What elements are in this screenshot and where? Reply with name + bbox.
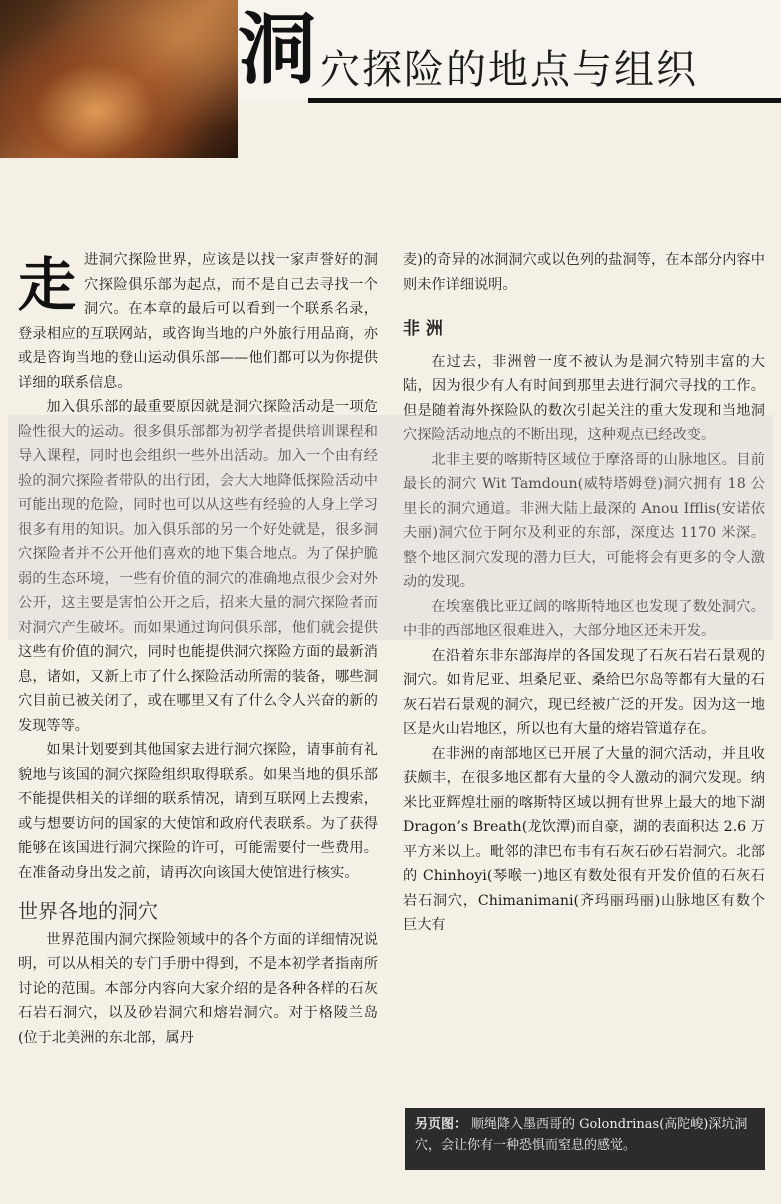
title-underline (308, 98, 781, 103)
paragraph-continued: 麦)的奇异的冰洞洞穴或以色列的盐洞等，在本部分内容中则未作详细说明。 (403, 252, 765, 293)
heading-africa: 非 洲 (403, 319, 443, 339)
paragraph-east-africa: 在沿着东非东部海岸的各国发现了石灰石岩石景观的洞穴。如肯尼亚、坦桑尼亚、桑给巴尔岛等都有大量的石灰石岩石景观的洞穴，现已经被广泛的开发。因为这一地区是火山岩地区，所以也有大量的熔岩管道存在。 (403, 647, 765, 737)
right-column (403, 248, 765, 938)
chapter-title: 穴探险的地点与组织 (320, 47, 698, 93)
paragraph-foreign-caving: 如果计划要到其他国家去进行洞穴探险，请事前有礼貌地与该国的洞穴探险组织取得联系。如果当地的俱乐部不能提供相关的详细的联系情况，请到互联网上去搜索，或与想要访问的国家的大使馆和政府代表联系。为了获得能够在该国进行洞穴探险的许可，可能需要付一些费用。在准备动身出发之前，请再次向该国大使馆进行核实。 (18, 742, 378, 881)
caption-label: 另页图： (415, 1117, 468, 1132)
caption-text: 顺绳降入墨西哥的 Golondrinas(高陀峻)深坑洞穴，会让你有一种恐惧而窒息的感觉。 (415, 1117, 748, 1153)
paragraph-club-reasons: 加入俱乐部的最重要原因就是洞穴探险活动是一项危险性很大的运动。很多俱乐部都为初学者提供培训课程和导入课程，同时也会组织一些外出活动。加入一个由有经验的洞穴探险者带队的出行团，会大大地降低探险活动中可能出现的危险，同时也可以从这些有经验的人身上学习很多有用的知识。加入俱乐部的另一个好处就是，很多洞穴探险者并不公开他们喜欢的地下集合地点。为了保护脆弱的生态环境，一些有价值的洞穴的准确地点很少会对外公开，这主要是害怕公开之后，招来大量的洞穴探险者而对洞穴产生破坏。而如果通过询问俱乐部，他们就会提供这些有价值的洞穴，同时也能提供洞穴探险方面的最新消息，诸如，又新上市了什么探险活动所需的装备，哪些洞穴目前已被关闭了，或在哪里又有了什么令人兴奋的新的发现等等。 (18, 399, 378, 734)
left-column (18, 248, 378, 1050)
dropcap: 走 (18, 251, 77, 319)
photo-caption (405, 1108, 765, 1170)
paragraph-north-africa: 北非主要的喀斯特区域位于摩洛哥的山脉地区。目前最长的洞穴 Wit Tamdoun(威特塔姆登)洞穴拥有 18 公里长的洞穴通道。非洲大陆上最深的 Anou Ifflis(安诺依夫丽)洞穴位于阿尔及利亚的东部，深度达 1170 米深。整个地区洞穴发现的潜力巨大，可能将会有更多的令人激动的发现。 (403, 451, 765, 590)
paragraph-world-caves: 世界范围内洞穴探险领域中的各个方面的详细情况说明，可以从相关的专门手册中得到，不是本初学者指南所讨论的范围。本部分内容向大家介绍的是各种各样的石灰石岩石洞穴，以及砂岩洞穴和熔岩洞穴。对于格陵兰岛(位于北美洲的东北部，属丹 (18, 931, 378, 1046)
intro-text: 进洞穴探险世界，应该是以找一家声誉好的洞穴探险俱乐部为起点，而不是自己去寻找一个洞穴。在本章的最后可以看到一个联系名录，登录相应的互联网站，或咨询当地的户外旅行用品商，亦或是咨询当地的登山运动俱乐部——他们都可以为你提供详细的联系信息。 (18, 252, 378, 391)
heading-world-caves: 世界各地的洞穴 (18, 899, 158, 923)
chapter-title-initial: 洞 (238, 5, 317, 95)
paragraph-africa-intro: 在过去，非洲曾一度不被认为是洞穴特别丰富的大陆，因为很少有人有时间到那里去进行洞穴寻找的工作。但是随着海外探险队的数次引起关注的重大发现和当地洞穴探险活动地点的不断出现，这种观点已经改变。 (403, 353, 765, 443)
paragraph-south-africa: 在非洲的南部地区已开展了大量的洞穴活动，并且收获颇丰，在很多地区都有大量的令人激动的洞穴发现。纳米比亚辉煌壮丽的喀斯特区域以拥有世界上最大的地下湖 Dragon’s Breath(龙饮潭)而自豪，湖的表面积达 2.6 万平方米以上。毗邻的津巴布韦有石灰石砂石岩洞穴。北部的 Chinhoyi(琴喉一)地区有数处很有开发价值的石灰石岩石洞穴，Chimanimani(齐玛丽玛丽)山脉地区有数个巨大有 (403, 745, 765, 933)
cave-photo (0, 0, 238, 158)
paragraph-ethiopia: 在埃塞俄比亚辽阔的喀斯特地区也发现了数处洞穴。中非的西部地区很难进入，大部分地区还未开发。 (403, 598, 765, 639)
intro-paragraph (18, 248, 378, 395)
